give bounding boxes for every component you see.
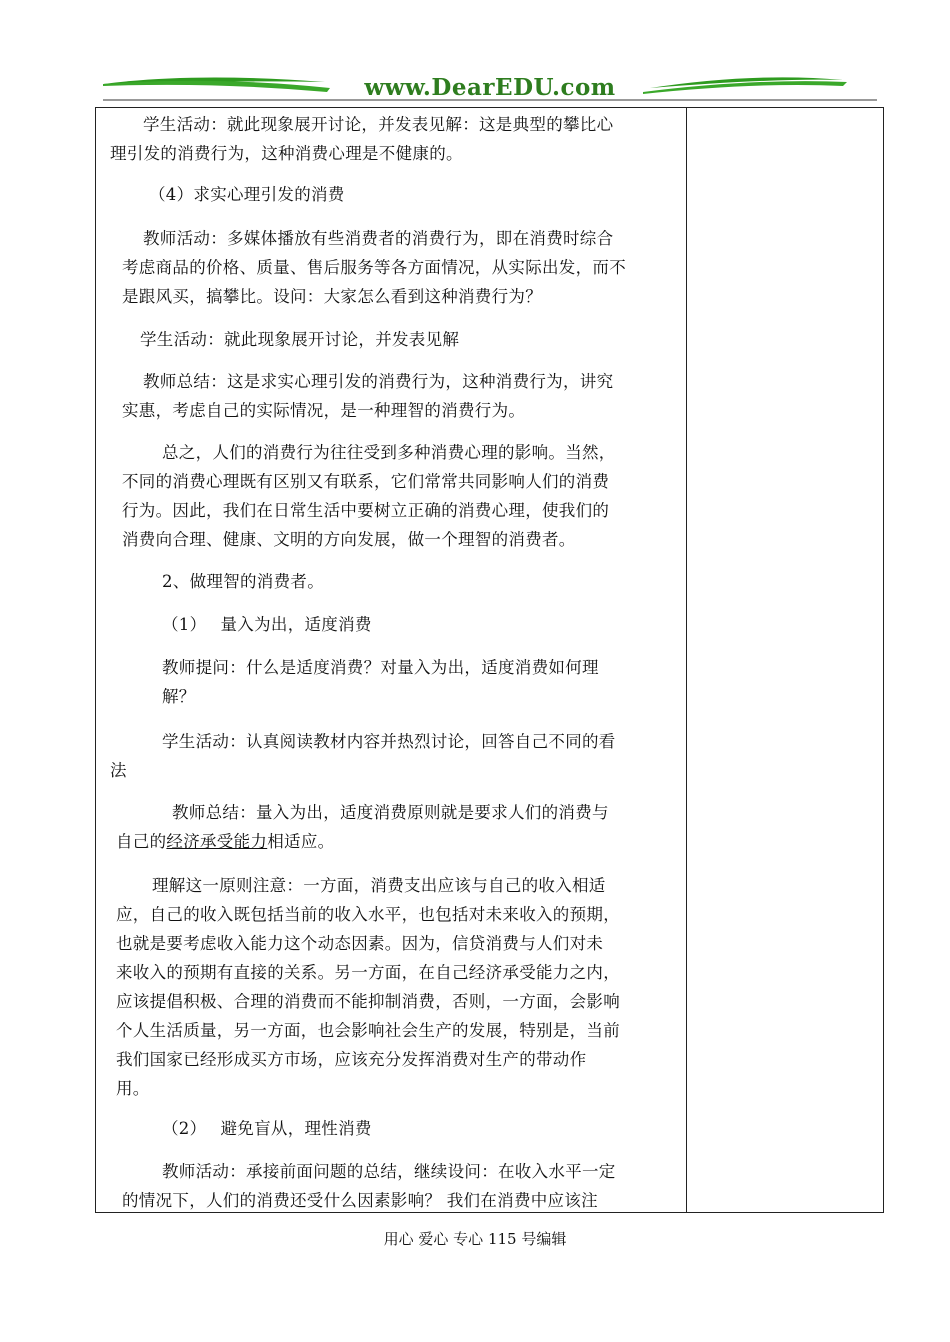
text-line: 用。 bbox=[116, 1079, 150, 1098]
table-column-divider bbox=[686, 107, 687, 1213]
text-line: 学生活动：认真阅读教材内容并热烈讨论，回答自己不同的看 bbox=[162, 732, 616, 751]
section-heading: 2、做理智的消费者。 bbox=[162, 572, 324, 591]
text-line: 教师活动：承接前面问题的总结，继续设问：在收入水平一定 bbox=[162, 1162, 616, 1181]
text-line: 法 bbox=[110, 761, 127, 780]
text-line: 理解这一原则注意：一方面，消费支出应该与自己的收入相适 bbox=[152, 876, 606, 895]
text-line bbox=[116, 827, 334, 856]
text-line: 考虑商品的价格、质量、售后服务等各方面情况，从实际出发，而不 bbox=[122, 258, 626, 277]
text-line: 教师提问：什么是适度消费？对量入为出，适度消费如何理 bbox=[162, 658, 599, 677]
text-line: 总之，人们的消费行为往往受到多种消费心理的影响。当然， bbox=[162, 443, 616, 462]
text-line: 行为。因此，我们在日常生活中要树立正确的消费心理，使我们的 bbox=[122, 501, 610, 520]
site-title[interactable]: www.DearEDU.com bbox=[364, 74, 616, 101]
text-line: 个人生活质量，另一方面，也会影响社会生产的发展，特别是，当前 bbox=[116, 1021, 620, 1040]
text-line: 来收入的预期有直接的关系。另一方面，在自己经济承受能力之内， bbox=[116, 963, 620, 982]
text-line: 教师总结：量入为出，适度消费原则就是要求人们的消费与 bbox=[172, 803, 609, 822]
text-line: 学生活动：就此现象展开讨论，并发表见解：这是典型的攀比心 bbox=[143, 115, 614, 134]
text-line: 解？ bbox=[162, 687, 196, 706]
site-header bbox=[95, 68, 885, 108]
text-line: 是跟风买，搞攀比。设问：大家怎么看到这种消费行为？ bbox=[122, 287, 542, 306]
text-line: 学生活动：就此现象展开讨论，并发表见解 bbox=[140, 330, 460, 349]
text-fragment: 相适应。 bbox=[267, 832, 335, 851]
text-line: 应该提倡积极、合理的消费而不能抑制消费，否则，一方面，会影响 bbox=[116, 992, 620, 1011]
section-heading: （4）求实心理引发的消费 bbox=[149, 185, 345, 204]
underlined-term: 经济承受能力 bbox=[166, 832, 268, 851]
text-line: 也就是要考虑收入能力这个动态因素。因为，信贷消费与人们对未 bbox=[116, 934, 604, 953]
section-heading: （1） 量入为出，适度消费 bbox=[162, 615, 372, 634]
text-line: 教师活动：多媒体播放有些消费者的消费行为，即在消费时综合 bbox=[143, 229, 614, 248]
text-line: 教师总结：这是求实心理引发的消费行为，这种消费行为，讲究 bbox=[143, 372, 614, 391]
text-line: 不同的消费心理既有区别又有联系，它们常常共同影响人们的消费 bbox=[122, 472, 610, 491]
text-line: 理引发的消费行为，这种消费心理是不健康的。 bbox=[110, 144, 463, 163]
text-line: 应，自己的收入既包括当前的收入水平，也包括对未来收入的预期， bbox=[116, 905, 620, 924]
text-fragment: 自己的 bbox=[116, 832, 167, 851]
section-heading: （2） 避免盲从，理性消费 bbox=[162, 1119, 372, 1138]
text-line: 消费向合理、健康、文明的方向发展，做一个理智的消费者。 bbox=[122, 530, 576, 549]
text-line: 的情况下，人们的消费还受什么因素影响？ 我们在消费中应该注 bbox=[122, 1191, 598, 1210]
page-footer: 用心 爱心 专心 115 号编辑 bbox=[383, 1230, 567, 1248]
text-line: 我们国家已经形成买方市场，应该充分发挥消费对生产的带动作 bbox=[116, 1050, 587, 1069]
text-line: 实惠，考虑自己的实际情况，是一种理智的消费行为。 bbox=[122, 401, 526, 420]
